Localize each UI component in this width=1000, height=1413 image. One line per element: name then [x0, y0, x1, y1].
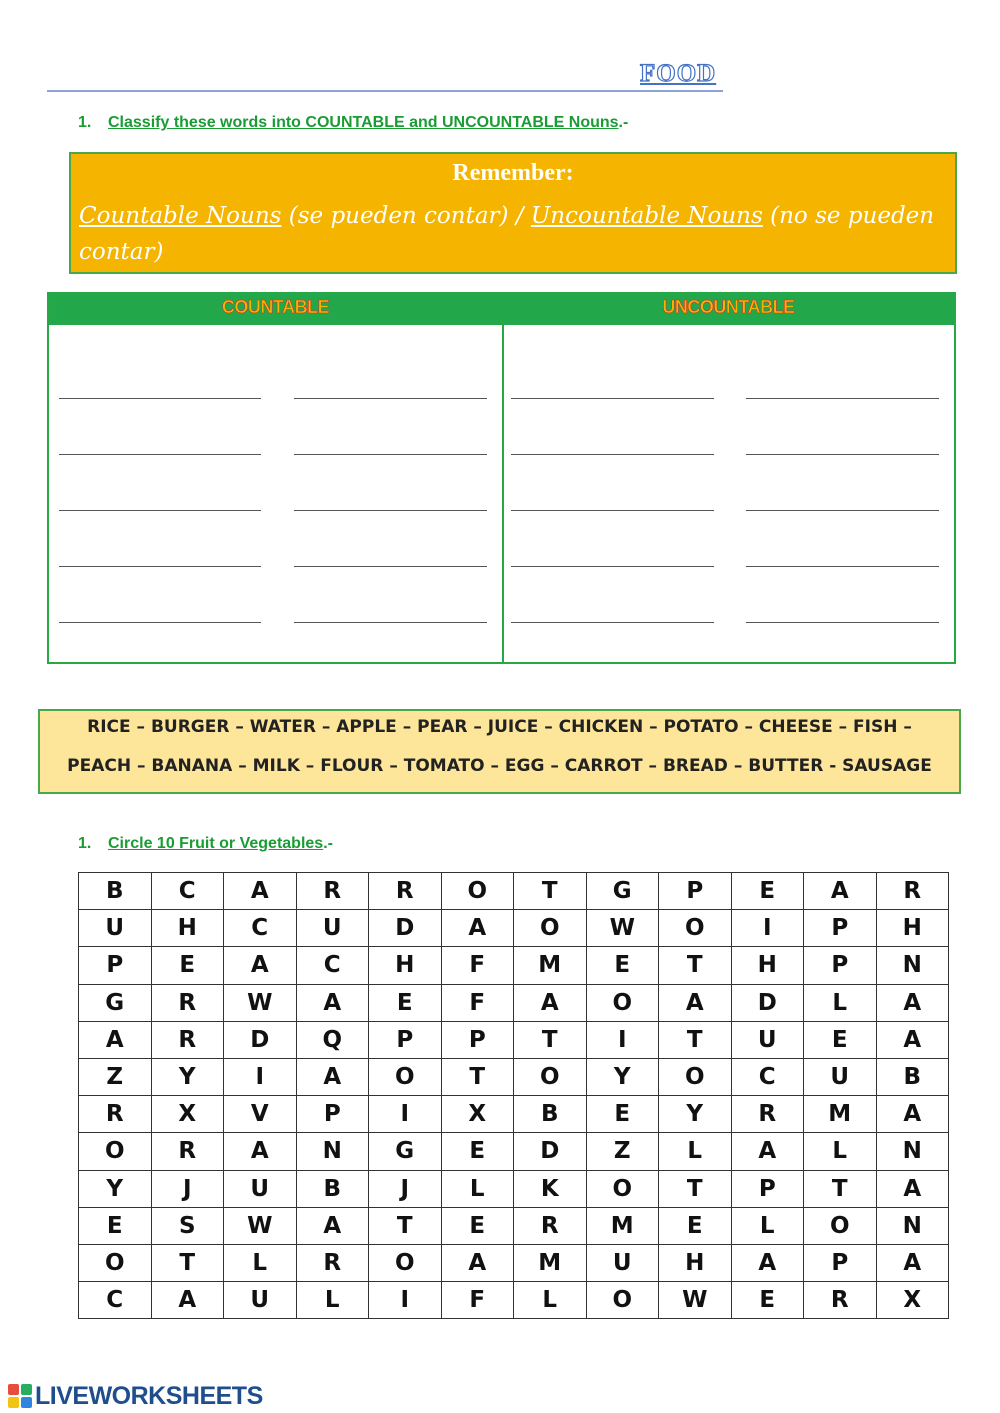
word-search-cell[interactable]: W: [659, 1282, 732, 1319]
word-search-row: [79, 873, 949, 910]
word-search-cell[interactable]: T: [369, 1207, 442, 1244]
word-search-cell[interactable]: A: [876, 1096, 949, 1133]
word-search-row: [79, 1207, 949, 1244]
word-search-cell[interactable]: M: [804, 1096, 877, 1133]
word-search-cell[interactable]: A: [224, 1133, 297, 1170]
word-search-cell[interactable]: E: [659, 1207, 732, 1244]
word-search-cell[interactable]: A: [804, 873, 877, 910]
exercise1-instruction: [78, 114, 628, 132]
word-bank: [38, 709, 961, 794]
word-search-cell[interactable]: D: [514, 1133, 587, 1170]
word-search-cell[interactable]: P: [731, 1170, 804, 1207]
word-search-cell[interactable]: O: [659, 1058, 732, 1095]
word-search-cell[interactable]: L: [296, 1282, 369, 1319]
word-search-cell[interactable]: P: [804, 910, 877, 947]
word-search-cell[interactable]: A: [514, 984, 587, 1021]
word-search-cell[interactable]: A: [731, 1133, 804, 1170]
word-search-cell[interactable]: O: [659, 910, 732, 947]
word-search-cell[interactable]: P: [804, 1244, 877, 1281]
word-search-cell[interactable]: W: [586, 910, 659, 947]
word-search-cell[interactable]: U: [296, 910, 369, 947]
word-search-cell[interactable]: I: [224, 1058, 297, 1095]
word-search-cell[interactable]: G: [586, 873, 659, 910]
word-search-cell[interactable]: L: [224, 1244, 297, 1281]
word-search-cell[interactable]: D: [369, 910, 442, 947]
word-search-cell[interactable]: E: [586, 1096, 659, 1133]
word-search-cell[interactable]: L: [441, 1170, 514, 1207]
word-search-cell[interactable]: I: [731, 910, 804, 947]
word-search-cell[interactable]: T: [659, 1021, 732, 1058]
word-search-cell[interactable]: T: [514, 1021, 587, 1058]
word-search-cell[interactable]: Z: [586, 1133, 659, 1170]
word-search-cell[interactable]: R: [296, 873, 369, 910]
word-search-cell[interactable]: R: [151, 1133, 224, 1170]
word-search-cell[interactable]: H: [876, 910, 949, 947]
word-search-cell[interactable]: E: [804, 1021, 877, 1058]
word-search-cell[interactable]: A: [296, 984, 369, 1021]
word-search-cell[interactable]: A: [731, 1244, 804, 1281]
word-search-row: [79, 1021, 949, 1058]
word-search-cell[interactable]: M: [586, 1207, 659, 1244]
answer-blank[interactable]: [59, 454, 261, 455]
word-search-row: [79, 1058, 949, 1095]
word-search-cell[interactable]: E: [441, 1133, 514, 1170]
word-search-cell[interactable]: O: [79, 1133, 152, 1170]
word-search-cell[interactable]: N: [296, 1133, 369, 1170]
word-search-cell[interactable]: K: [514, 1170, 587, 1207]
word-search-cell[interactable]: D: [224, 1021, 297, 1058]
word-search-cell[interactable]: X: [876, 1282, 949, 1319]
word-search-cell[interactable]: E: [441, 1207, 514, 1244]
answer-blank[interactable]: [294, 622, 487, 623]
word-search-cell[interactable]: I: [369, 1096, 442, 1133]
word-search-row: [79, 1170, 949, 1207]
word-search-cell[interactable]: D: [731, 984, 804, 1021]
word-search-cell[interactable]: E: [79, 1207, 152, 1244]
word-search-cell[interactable]: J: [369, 1170, 442, 1207]
answer-blank[interactable]: [294, 454, 487, 455]
word-search-cell[interactable]: C: [79, 1282, 152, 1319]
answer-blank[interactable]: [511, 622, 714, 623]
word-search-cell[interactable]: H: [369, 947, 442, 984]
uncountable-note: (no se pueden contar): [79, 203, 935, 265]
countable-column-header: COUNTABLE: [221, 297, 330, 317]
word-search-cell[interactable]: L: [804, 984, 877, 1021]
word-search-cell[interactable]: P: [659, 873, 732, 910]
countable-note: (se pueden contar) /: [281, 203, 531, 229]
word-search-cell[interactable]: W: [224, 1207, 297, 1244]
word-search-cell[interactable]: P: [441, 1021, 514, 1058]
word-search-cell[interactable]: U: [586, 1244, 659, 1281]
column-divider: [502, 325, 504, 662]
word-search-cell[interactable]: T: [151, 1244, 224, 1281]
word-search-cell[interactable]: Z: [79, 1058, 152, 1095]
word-search-cell[interactable]: R: [514, 1207, 587, 1244]
word-search-cell[interactable]: F: [441, 1282, 514, 1319]
word-search-cell[interactable]: O: [514, 910, 587, 947]
word-search-cell[interactable]: I: [586, 1021, 659, 1058]
word-search-cell[interactable]: P: [79, 947, 152, 984]
word-search-cell[interactable]: H: [731, 947, 804, 984]
remember-box: [69, 152, 957, 274]
word-search-cell[interactable]: H: [151, 910, 224, 947]
classify-table: [47, 292, 956, 664]
answer-blank[interactable]: [746, 510, 939, 511]
word-search-cell[interactable]: C: [224, 910, 297, 947]
word-search-cell[interactable]: H: [659, 1244, 732, 1281]
word-search-row: [79, 947, 949, 984]
word-search-cell[interactable]: X: [441, 1096, 514, 1133]
word-bank-line-1: RICE – BURGER – WATER – APPLE – PEAR – JUICE – CHICKEN – POTATO – CHEESE – FISH –: [87, 717, 912, 737]
word-search-cell[interactable]: P: [296, 1096, 369, 1133]
word-search-cell[interactable]: J: [151, 1170, 224, 1207]
word-search-cell[interactable]: R: [731, 1096, 804, 1133]
word-search-cell[interactable]: R: [79, 1096, 152, 1133]
word-search-cell[interactable]: U: [224, 1170, 297, 1207]
remember-title: Remember:: [452, 160, 574, 186]
answer-blank[interactable]: [746, 622, 939, 623]
word-search-row: [79, 1096, 949, 1133]
word-search-cell[interactable]: R: [151, 1021, 224, 1058]
word-search-cell[interactable]: V: [224, 1096, 297, 1133]
word-search-cell[interactable]: Y: [586, 1058, 659, 1095]
exercise2-suffix: .-: [323, 835, 333, 852]
exercise2-text: Circle 10 Fruit or Vegetables: [108, 835, 324, 852]
word-search-cell[interactable]: G: [79, 984, 152, 1021]
exercise1-text: Classify these words into COUNTABLE and UNCOUNTABLE Nouns: [108, 114, 619, 131]
word-search-row: [79, 1244, 949, 1281]
word-search-cell[interactable]: E: [731, 1282, 804, 1319]
answer-blank[interactable]: [511, 566, 714, 567]
word-search-row: [79, 910, 949, 947]
answer-blank[interactable]: [746, 566, 939, 567]
word-search-cell[interactable]: P: [369, 1021, 442, 1058]
word-search-cell[interactable]: O: [586, 984, 659, 1021]
word-search-cell[interactable]: L: [659, 1133, 732, 1170]
word-search-cell[interactable]: U: [804, 1058, 877, 1095]
word-search-cell[interactable]: M: [514, 1244, 587, 1281]
word-search-cell[interactable]: A: [224, 873, 297, 910]
word-search-cell[interactable]: A: [441, 910, 514, 947]
word-search-cell[interactable]: F: [441, 947, 514, 984]
word-search-cell[interactable]: T: [514, 873, 587, 910]
word-search-cell[interactable]: A: [659, 984, 732, 1021]
word-search-cell[interactable]: T: [804, 1170, 877, 1207]
word-search-cell[interactable]: Y: [79, 1170, 152, 1207]
word-search-cell[interactable]: Q: [296, 1021, 369, 1058]
word-search-cell[interactable]: T: [659, 1170, 732, 1207]
word-search-cell[interactable]: U: [731, 1021, 804, 1058]
word-search-cell[interactable]: C: [296, 947, 369, 984]
word-search-cell[interactable]: B: [296, 1170, 369, 1207]
word-search-cell[interactable]: T: [441, 1058, 514, 1095]
exercise1-suffix: .-: [618, 114, 629, 131]
word-search-row: [79, 984, 949, 1021]
answer-blank[interactable]: [59, 566, 261, 567]
word-search-cell[interactable]: A: [876, 1170, 949, 1207]
word-search-cell[interactable]: N: [876, 1133, 949, 1170]
word-search-cell[interactable]: R: [369, 873, 442, 910]
answer-blank[interactable]: [59, 398, 261, 399]
word-search-cell[interactable]: F: [441, 984, 514, 1021]
word-search-cell[interactable]: B: [514, 1096, 587, 1133]
word-search-cell[interactable]: A: [296, 1058, 369, 1095]
uncountable-column-header: UNCOUNTABLE: [662, 297, 795, 317]
logo-mark-icon: [8, 1384, 32, 1408]
word-search-cell[interactable]: E: [731, 873, 804, 910]
word-search-cell[interactable]: O: [804, 1207, 877, 1244]
uncountable-label: Uncountable Nouns: [530, 203, 763, 229]
word-search-cell[interactable]: R: [876, 873, 949, 910]
word-search-cell[interactable]: N: [876, 947, 949, 984]
answer-blank[interactable]: [59, 622, 261, 623]
word-search-cell[interactable]: X: [151, 1096, 224, 1133]
exercise1-number: 1.: [78, 114, 92, 131]
brand-name: LIVEWORKSHEETS: [35, 1381, 263, 1410]
word-search-row: [79, 1282, 949, 1319]
answer-blank[interactable]: [511, 454, 714, 455]
word-search-cell[interactable]: E: [151, 947, 224, 984]
word-search-cell[interactable]: Y: [151, 1058, 224, 1095]
word-search-cell[interactable]: R: [296, 1244, 369, 1281]
word-search-cell[interactable]: A: [151, 1282, 224, 1319]
word-search-cell[interactable]: O: [441, 873, 514, 910]
answer-blank[interactable]: [746, 454, 939, 455]
word-search-cell[interactable]: A: [876, 1021, 949, 1058]
word-search-cell[interactable]: L: [514, 1282, 587, 1319]
word-search-cell[interactable]: O: [586, 1282, 659, 1319]
answer-blank[interactable]: [294, 566, 487, 567]
word-search-cell[interactable]: W: [224, 984, 297, 1021]
word-search-cell[interactable]: A: [876, 1244, 949, 1281]
answer-blank[interactable]: [511, 510, 714, 511]
exercise2-instruction: [78, 835, 333, 853]
liveworksheets-logo: [8, 1380, 263, 1412]
word-search-cell[interactable]: O: [369, 1244, 442, 1281]
word-search-cell[interactable]: U: [224, 1282, 297, 1319]
answer-blank[interactable]: [746, 398, 939, 399]
word-search-cell[interactable]: A: [224, 947, 297, 984]
word-search-cell[interactable]: C: [151, 873, 224, 910]
word-search-cell[interactable]: L: [731, 1207, 804, 1244]
answer-blank[interactable]: [294, 398, 487, 399]
word-search-cell[interactable]: O: [514, 1058, 587, 1095]
word-search-cell[interactable]: N: [876, 1207, 949, 1244]
answer-blank[interactable]: [294, 510, 487, 511]
word-search-cell[interactable]: A: [296, 1207, 369, 1244]
word-search-cell[interactable]: O: [586, 1170, 659, 1207]
word-search-cell[interactable]: C: [731, 1058, 804, 1095]
word-search-cell[interactable]: B: [79, 873, 152, 910]
exercise2-number: 1.: [78, 835, 92, 852]
title-rule: [47, 90, 723, 92]
word-search-cell[interactable]: P: [804, 947, 877, 984]
word-search-cell[interactable]: T: [659, 947, 732, 984]
word-search-cell[interactable]: A: [79, 1021, 152, 1058]
word-search-cell[interactable]: O: [369, 1058, 442, 1095]
word-search-cell[interactable]: L: [804, 1133, 877, 1170]
remember-body: [79, 198, 945, 270]
answer-blank[interactable]: [59, 510, 261, 511]
word-search-row: [79, 1133, 949, 1170]
word-search-cell[interactable]: G: [369, 1133, 442, 1170]
countable-label: Countable Nouns: [79, 203, 282, 229]
word-search-cell[interactable]: U: [79, 910, 152, 947]
word-search-cell[interactable]: A: [876, 984, 949, 1021]
classify-header: [49, 294, 954, 325]
word-search-cell[interactable]: R: [151, 984, 224, 1021]
answer-blank[interactable]: [511, 398, 714, 399]
word-search-cell[interactable]: Y: [659, 1096, 732, 1133]
word-search-cell[interactable]: A: [441, 1244, 514, 1281]
word-search-cell[interactable]: O: [79, 1244, 152, 1281]
worksheet-title: FOOD: [640, 60, 717, 87]
word-search-cell[interactable]: E: [586, 947, 659, 984]
word-search-cell[interactable]: R: [804, 1282, 877, 1319]
word-search-grid: [78, 872, 949, 1319]
word-search-cell[interactable]: I: [369, 1282, 442, 1319]
word-search-cell[interactable]: M: [514, 947, 587, 984]
word-search-cell[interactable]: B: [876, 1058, 949, 1095]
word-bank-line-2: PEACH – BANANA – MILK – FLOUR – TOMATO – EGG – CARROT – BREAD – BUTTER - SAUSAGE: [67, 756, 932, 776]
word-search-cell[interactable]: S: [151, 1207, 224, 1244]
word-search-cell[interactable]: E: [369, 984, 442, 1021]
